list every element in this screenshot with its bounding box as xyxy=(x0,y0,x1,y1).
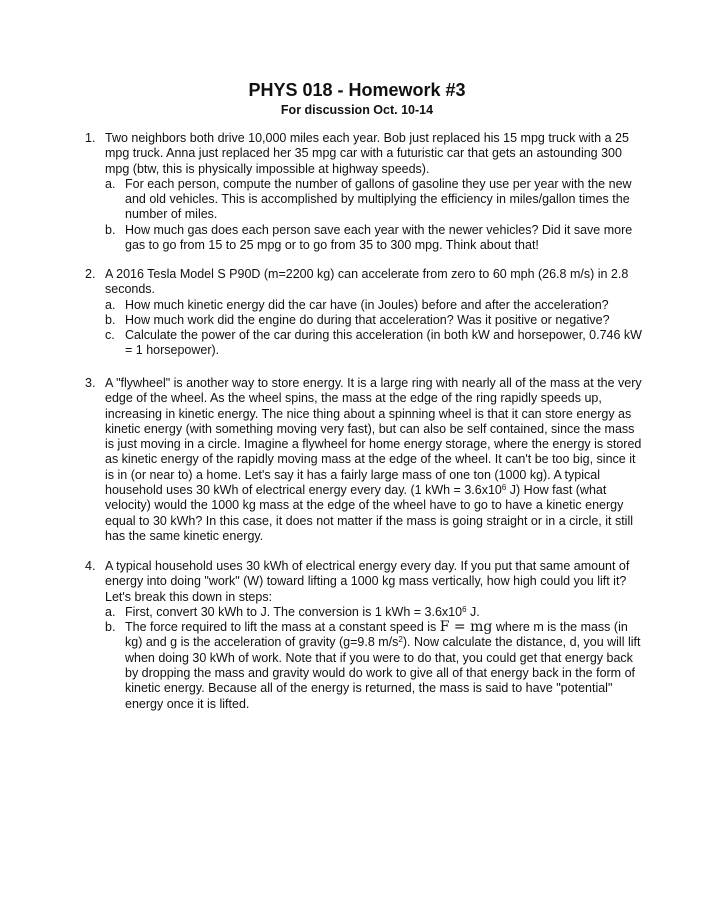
subproblem-letter: a. xyxy=(105,604,116,619)
subproblem-text: ). Now calculate the distance, d, you will lift when doing 30 kWh of work. Note that if you were to do that, you could get that energy back by dropping the mass and gravity would do work to give all of that energy back in the form of kinetic energy. Because all of the energy is returned, the mass is said to have "potential" energy once it is lifted. xyxy=(125,635,641,711)
subproblem-text: The force required to lift the mass at a constant speed is xyxy=(125,620,440,635)
problem-3 xyxy=(85,376,645,544)
problem-number: 3. xyxy=(85,376,96,390)
subproblem-text: where m is the mass (in kg) and g is the acceleration of gravity (g=9.8 m/s xyxy=(125,620,628,650)
subproblem-letter: b. xyxy=(105,620,116,635)
subproblem-a xyxy=(105,298,645,313)
problem-text: A typical household uses 30 kWh of electrical energy every day. If you put that same amount of energy into doing "work" (W) toward lifting a 1000 kg mass vertically, how high could you lift it? Let's break this down in steps: xyxy=(105,559,630,604)
exponent: 6 xyxy=(501,483,507,493)
subproblem-letter: a. xyxy=(105,297,116,312)
subproblem-text: How much kinetic energy did the car have (in Joules) before and after the acceleration? xyxy=(125,297,609,312)
page-title: PHYS 018 - Homework #3 xyxy=(248,80,466,100)
subproblem-letter: b. xyxy=(105,222,116,237)
subproblem-text: How much gas does each person save each year with the newer vehicles? Did it save more gas to go from 15 to 25 mpg or to go from 35 to 300 mpg. Think about that! xyxy=(125,222,633,253)
subproblem-text: First, convert 30 kWh to J. The conversion is 1 kWh = 3.6x10 xyxy=(125,604,463,619)
subproblem-a xyxy=(105,605,645,620)
subproblem-text: J. xyxy=(466,604,480,619)
subproblem-a xyxy=(105,177,645,223)
subproblem-text: Calculate the power of the car during this acceleration (in both kW and horsepower, 0.746 kW = 1 horsepower). xyxy=(125,328,642,358)
problem-number: 2. xyxy=(85,267,96,281)
page-subtitle: For discussion Oct. 10-14 xyxy=(280,103,434,117)
exponent: 6 xyxy=(462,604,467,614)
subproblem-letter: b. xyxy=(105,312,116,327)
subproblem-b xyxy=(105,620,645,712)
force-formula: F = mg xyxy=(439,619,493,636)
problem-text-part: A "flywheel" is another way to store energy. It is a large ring with nearly all of the mass at the very edge of the wheel. As the wheel spins, the mass at the edge of the ring rapidly speeds up, increasing in kinetic energy. The nice thing about a spinning wheel is that it can store energy as kinetic energy (with something moving very fast), but can also be self contained, since the mass is just moving in a circle. Imagine a flywheel for home energy storage, where the energy is stored as kinetic energy of the rapidly moving mass at the edge of the wheel. It can't be too big, since it is in (or near to) a home. Let's say it has a fairly large mass of one ton (1000 kg). A typical household uses 30 kWh of electrical energy every day. (1 kWh = 3.6x10 xyxy=(105,376,642,498)
subproblem-b xyxy=(105,313,645,328)
subproblem-text: For each person, compute the number of gallons of gasoline they use per year with the new and old vehicles. This is accomplished by multiplying the efficiency in miles/gallon times the number of miles. xyxy=(125,176,632,222)
problem-1 xyxy=(85,131,645,253)
subproblem-b xyxy=(105,223,645,254)
problem-4 xyxy=(85,559,645,712)
exponent: 2 xyxy=(398,635,403,645)
problem-text xyxy=(105,376,645,544)
problem-text: Two neighbors both drive 10,000 miles each year. Bob just replaced his 15 mpg truck with a 25 mpg truck. Anna just replaced her 35 mpg car with a futuristic car that gets an astounding 300 mpg (btw, this is physically impossible at highway speeds). xyxy=(105,131,629,176)
problem-text-part: J) How fast (what velocity) would the 1000 kg mass at the edge of the wheel have to go to have a kinetic energy equal to 30 kWh? In this case, it does not matter if the mass is going straight or in a circle, it still has the same kinetic energy. xyxy=(105,483,634,543)
problem-text: A 2016 Tesla Model S P90D (m=2200 kg) can accelerate from zero to 60 mph (26.8 m/s) in 2.8 seconds. xyxy=(105,267,629,297)
subproblem-text: How much work did the engine do during that acceleration? Was it positive or negative? xyxy=(125,312,610,327)
subproblem-letter: a. xyxy=(105,176,116,191)
problem-2 xyxy=(85,267,645,359)
subproblem-letter: c. xyxy=(105,328,115,343)
subproblem-c xyxy=(105,328,645,359)
problem-number: 1. xyxy=(85,131,96,145)
problem-number: 4. xyxy=(85,559,96,573)
